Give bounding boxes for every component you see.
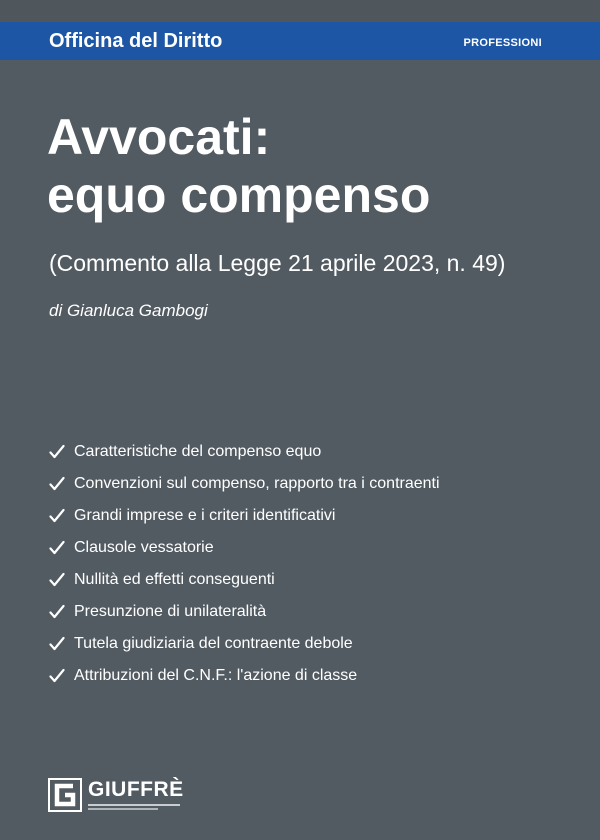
book-title-line-2: equo compenso (47, 167, 431, 223)
series-name: Officina del Diritto (49, 30, 223, 52)
check-icon (49, 508, 65, 524)
series-category: PROFESSIONI (463, 37, 542, 49)
list-item (49, 628, 440, 660)
publisher-logo (48, 778, 188, 812)
list-item-label: Clausole vessatorie (74, 539, 214, 556)
check-icon (49, 476, 65, 492)
list-item (49, 500, 440, 532)
list-item (49, 468, 440, 500)
list-item-label: Presunzione di unilateralità (74, 603, 267, 620)
giuffre-logo-icon (48, 778, 82, 812)
check-icon (49, 604, 65, 620)
check-icon (49, 668, 65, 684)
publisher-tagline-line (88, 808, 158, 810)
list-item-label: Attribuzioni del C.N.F.: l'azione di classe (74, 667, 358, 684)
book-author: di Gianluca Gambogi (49, 301, 208, 320)
list-item-label: Tutela giudiziaria del contraente debole (74, 635, 353, 652)
check-icon (49, 636, 65, 652)
list-item-label: Convenzioni sul compenso, rapporto tra i contraenti (74, 475, 440, 492)
topic-list (49, 436, 440, 692)
book-title-line-1: Avvocati: (47, 109, 271, 165)
list-item (49, 436, 440, 468)
list-item (49, 596, 440, 628)
list-item (49, 660, 440, 692)
book-title (47, 108, 430, 224)
list-item-label: Caratteristiche del compenso equo (74, 443, 322, 460)
check-icon (49, 572, 65, 588)
publisher-tagline-line (88, 804, 180, 806)
check-icon (49, 444, 65, 460)
list-item (49, 532, 440, 564)
top-strip (0, 0, 600, 22)
check-icon (49, 540, 65, 556)
list-item-label: Nullità ed effetti conseguenti (74, 571, 275, 588)
list-item (49, 564, 440, 596)
list-item-label: Grandi imprese e i criteri identificativi (74, 507, 336, 524)
publisher-name: GIUFFRÈ (88, 778, 184, 801)
book-subtitle: (Commento alla Legge 21 aprile 2023, n. 49) (49, 250, 506, 276)
